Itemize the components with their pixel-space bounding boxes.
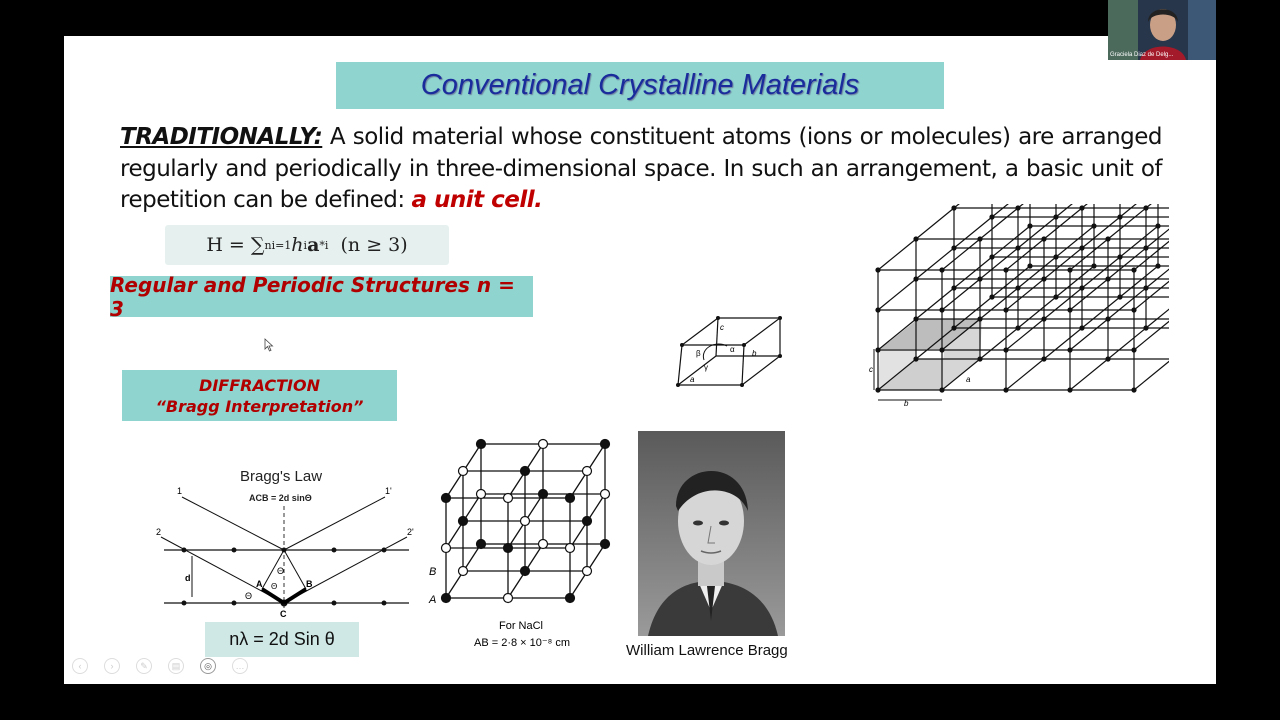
lattice-point bbox=[1016, 206, 1020, 210]
crystal-lattice-diagram bbox=[864, 204, 1169, 414]
lattice-edge bbox=[992, 226, 1030, 257]
definition-paragraph bbox=[120, 122, 1162, 217]
lattice-point bbox=[876, 348, 880, 352]
lattice-point bbox=[940, 268, 944, 272]
lattice-edge bbox=[916, 248, 954, 279]
lattice-label-b: b bbox=[904, 399, 909, 408]
lattice-edge bbox=[1108, 328, 1146, 359]
slide bbox=[64, 36, 1216, 684]
lattice-point bbox=[1106, 357, 1110, 361]
bragg-label-2p: 2' bbox=[407, 527, 414, 537]
lattice-point bbox=[1144, 246, 1148, 250]
unit-cell-label-beta: β bbox=[696, 349, 701, 358]
lattice-edge bbox=[1108, 208, 1146, 239]
unit-cell-label-b: b bbox=[752, 349, 757, 358]
nacl-caption-2: AB = 2·8 × 10⁻⁸ cm bbox=[474, 637, 571, 649]
lattice-point bbox=[1080, 246, 1084, 250]
slide-title: Conventional Crystalline Materials bbox=[420, 69, 860, 101]
lattice-edge bbox=[1082, 204, 1120, 208]
bragg-label-c: C bbox=[280, 609, 287, 619]
lattice-point bbox=[1042, 317, 1046, 321]
lattice-point bbox=[990, 215, 994, 219]
lattice-point bbox=[990, 295, 994, 299]
lattice-edge bbox=[1108, 288, 1146, 319]
lattice-point bbox=[1042, 277, 1046, 281]
lattice-edge bbox=[1070, 319, 1108, 350]
formula-term: h bbox=[291, 234, 304, 256]
lattice-edge bbox=[1070, 279, 1108, 310]
formula-sup: n bbox=[264, 238, 272, 252]
lattice-point bbox=[1042, 357, 1046, 361]
lattice-edge bbox=[1056, 266, 1094, 297]
unit-cell-label-gamma: γ bbox=[704, 363, 708, 372]
lattice-label-a: a bbox=[966, 375, 971, 384]
lattice-edge bbox=[1120, 204, 1158, 217]
lattice-edge bbox=[942, 239, 980, 270]
paragraph-highlight: a unit cell bbox=[411, 187, 535, 213]
lattice-point bbox=[952, 206, 956, 210]
lattice-edge bbox=[1044, 208, 1082, 239]
lattice-edge bbox=[1070, 359, 1108, 390]
lattice-edge bbox=[1146, 297, 1169, 328]
bragg-equation: ACB = 2d sinΘ bbox=[249, 493, 312, 503]
paragraph-body: A solid material whose constituent atoms (ions or molecules) are arranged regularly and periodically in three-dimensional space. In such an arrangement, a basic unit of repetition can be defined: bbox=[120, 124, 1162, 213]
lattice-point bbox=[1080, 286, 1084, 290]
lattice-point bbox=[914, 277, 918, 281]
lattice-edge bbox=[916, 288, 954, 319]
regular-structures-label: Regular and Periodic Structures n = 3 bbox=[110, 272, 515, 321]
participant-name: Graciela Diaz de Delg... bbox=[1110, 52, 1174, 58]
lattice-edge bbox=[1082, 257, 1120, 288]
lattice-point bbox=[914, 357, 918, 361]
nacl-lattice-diagram bbox=[424, 436, 624, 656]
formula-vec-sup: * bbox=[319, 238, 325, 252]
lattice-edge bbox=[1056, 204, 1094, 217]
lattice-point bbox=[1132, 388, 1136, 392]
lattice-point bbox=[1016, 246, 1020, 250]
bragg-diagram bbox=[149, 461, 419, 621]
lattice-edge bbox=[1070, 239, 1108, 270]
regular-structures-box bbox=[110, 272, 533, 321]
lattice-point bbox=[1156, 224, 1160, 228]
bragg-label-theta1: Θ bbox=[245, 591, 253, 601]
nacl-caption-1: For NaCl bbox=[499, 620, 544, 632]
lattice-point bbox=[978, 277, 982, 281]
lattice-point bbox=[940, 388, 944, 392]
paragraph-lead: TRADITIONALLY: bbox=[120, 124, 323, 150]
bragg-label-1p: 1' bbox=[385, 486, 392, 496]
lattice-point bbox=[876, 388, 880, 392]
slide-title-box bbox=[336, 62, 944, 109]
lattice-point bbox=[1068, 348, 1072, 352]
lattice-point bbox=[1080, 326, 1084, 330]
formula-vec-sub: i bbox=[324, 238, 329, 252]
lattice-point bbox=[1016, 326, 1020, 330]
lattice-point bbox=[1106, 237, 1110, 241]
lattice-edge bbox=[1006, 279, 1044, 310]
bragg-label-2: 2 bbox=[156, 527, 162, 537]
lattice-point bbox=[914, 317, 918, 321]
lattice-point bbox=[952, 326, 956, 330]
diffraction-line1: DIFFRACTION bbox=[199, 375, 320, 395]
lattice-label-c: c bbox=[869, 365, 873, 374]
nacl-label-a: A bbox=[429, 594, 437, 606]
lattice-edge bbox=[942, 279, 980, 310]
unit-cell-label-a: a bbox=[690, 375, 695, 384]
lattice-edge bbox=[1006, 359, 1044, 390]
lattice-point bbox=[876, 268, 880, 272]
bragg-portrait bbox=[638, 431, 785, 636]
bragg-label-1: 1 bbox=[177, 486, 183, 496]
lattice-point bbox=[1004, 348, 1008, 352]
portrait-caption: William Lawrence Bragg bbox=[626, 642, 788, 659]
formula-term-sub: i bbox=[303, 238, 308, 252]
lattice-point bbox=[952, 246, 956, 250]
bragg-label-theta3: Θ bbox=[271, 582, 278, 591]
reciprocal-lattice-formula bbox=[165, 225, 449, 265]
lattice-edge bbox=[1120, 226, 1158, 257]
bragg-label-d: d bbox=[185, 573, 191, 583]
lattice-point bbox=[978, 317, 982, 321]
slides-icon[interactable]: ▤ bbox=[168, 658, 184, 674]
bragg-label-a: A bbox=[256, 579, 263, 589]
lattice-edge bbox=[1044, 328, 1082, 359]
zoom-icon[interactable]: ◎ bbox=[200, 658, 216, 674]
lattice-edge bbox=[878, 279, 916, 310]
participant-video bbox=[1108, 0, 1216, 60]
lattice-edge bbox=[954, 257, 992, 288]
paragraph-end: . bbox=[534, 187, 543, 213]
lattice-point bbox=[1156, 264, 1160, 268]
lattice-point bbox=[1106, 317, 1110, 321]
unit-cell-label-alpha: α bbox=[730, 345, 735, 354]
prev-icon[interactable]: ‹ bbox=[72, 658, 88, 674]
bragg-law-formula bbox=[205, 622, 359, 657]
mouse-cursor-icon bbox=[264, 338, 274, 352]
lattice-point bbox=[978, 237, 982, 241]
pen-icon[interactable]: ✎ bbox=[136, 658, 152, 674]
lattice-point bbox=[1068, 268, 1072, 272]
lattice-point bbox=[1080, 206, 1084, 210]
lattice-point bbox=[1016, 286, 1020, 290]
lattice-edge bbox=[1018, 257, 1056, 288]
lattice-edge bbox=[1044, 288, 1082, 319]
lattice-point bbox=[1132, 308, 1136, 312]
diffraction-line2: “Bragg Interpretation” bbox=[155, 396, 364, 416]
nacl-label-b: B bbox=[429, 566, 437, 578]
next-icon[interactable]: › bbox=[104, 658, 120, 674]
lattice-point bbox=[1068, 388, 1072, 392]
formula-cond: (n ≥ 3) bbox=[340, 234, 408, 256]
lattice-point bbox=[1028, 264, 1032, 268]
lattice-point bbox=[990, 255, 994, 259]
bragg-label-theta2: Θ bbox=[277, 566, 285, 576]
lattice-point bbox=[1054, 295, 1058, 299]
lattice-point bbox=[1068, 308, 1072, 312]
lattice-point bbox=[1054, 215, 1058, 219]
lattice-point bbox=[952, 286, 956, 290]
lattice-point bbox=[914, 237, 918, 241]
slide-toolbar bbox=[72, 658, 248, 674]
lattice-edge bbox=[1082, 297, 1120, 328]
formula-sub: i=1 bbox=[271, 238, 292, 252]
lattice-point bbox=[1118, 295, 1122, 299]
unit-cell-diagram bbox=[672, 312, 787, 392]
lattice-edge bbox=[992, 266, 1030, 297]
lattice-edge bbox=[980, 328, 1018, 359]
bragg-title: Bragg's Law bbox=[240, 468, 323, 485]
formula-vec: a bbox=[307, 234, 320, 256]
unit-cell-label-c: c bbox=[720, 323, 724, 332]
lattice-edge bbox=[1134, 359, 1169, 390]
lattice-edge bbox=[1108, 248, 1146, 279]
lattice-point bbox=[1106, 277, 1110, 281]
lattice-point bbox=[1004, 308, 1008, 312]
lattice-point bbox=[1092, 264, 1096, 268]
lattice-edge bbox=[954, 217, 992, 248]
lattice-edge bbox=[1044, 248, 1082, 279]
lattice-point bbox=[1042, 237, 1046, 241]
lattice-edge bbox=[1006, 239, 1044, 270]
lattice-edge bbox=[980, 248, 1018, 279]
lattice-point bbox=[876, 308, 880, 312]
lattice-point bbox=[1144, 326, 1148, 330]
lattice-edge bbox=[1082, 217, 1120, 248]
lattice-edge bbox=[1120, 266, 1158, 297]
lattice-point bbox=[940, 348, 944, 352]
lattice-edge bbox=[954, 204, 992, 208]
lattice-point bbox=[1144, 286, 1148, 290]
lattice-edge bbox=[1018, 204, 1056, 208]
lattice-point bbox=[978, 357, 982, 361]
lattice-point bbox=[1144, 206, 1148, 210]
lattice-point bbox=[1092, 224, 1096, 228]
lattice-edge bbox=[1056, 226, 1094, 257]
webcam-thumbnail[interactable] bbox=[1108, 0, 1216, 60]
lattice-point bbox=[1118, 255, 1122, 259]
lattice-point bbox=[1118, 215, 1122, 219]
lattice-edge bbox=[980, 208, 1018, 239]
lattice-point bbox=[1132, 348, 1136, 352]
diffraction-box bbox=[122, 370, 397, 421]
lattice-point bbox=[940, 308, 944, 312]
lattice-point bbox=[1004, 388, 1008, 392]
lattice-point bbox=[1054, 255, 1058, 259]
lattice-edge bbox=[992, 204, 1030, 217]
lattice-point bbox=[1028, 224, 1032, 228]
more-icon[interactable]: … bbox=[232, 658, 248, 674]
bragg-label-b: B bbox=[306, 579, 313, 589]
bragg-law-formula-text: nλ = 2d Sin θ bbox=[229, 629, 335, 649]
lattice-point bbox=[1004, 268, 1008, 272]
lattice-edge bbox=[1018, 297, 1056, 328]
lattice-edge bbox=[916, 208, 954, 239]
lattice-edge bbox=[1018, 217, 1056, 248]
lattice-edge bbox=[980, 288, 1018, 319]
lattice-edge bbox=[878, 239, 916, 270]
lattice-edge bbox=[1006, 319, 1044, 350]
lattice-point bbox=[1132, 268, 1136, 272]
formula-lhs: H = ∑ bbox=[206, 234, 265, 256]
